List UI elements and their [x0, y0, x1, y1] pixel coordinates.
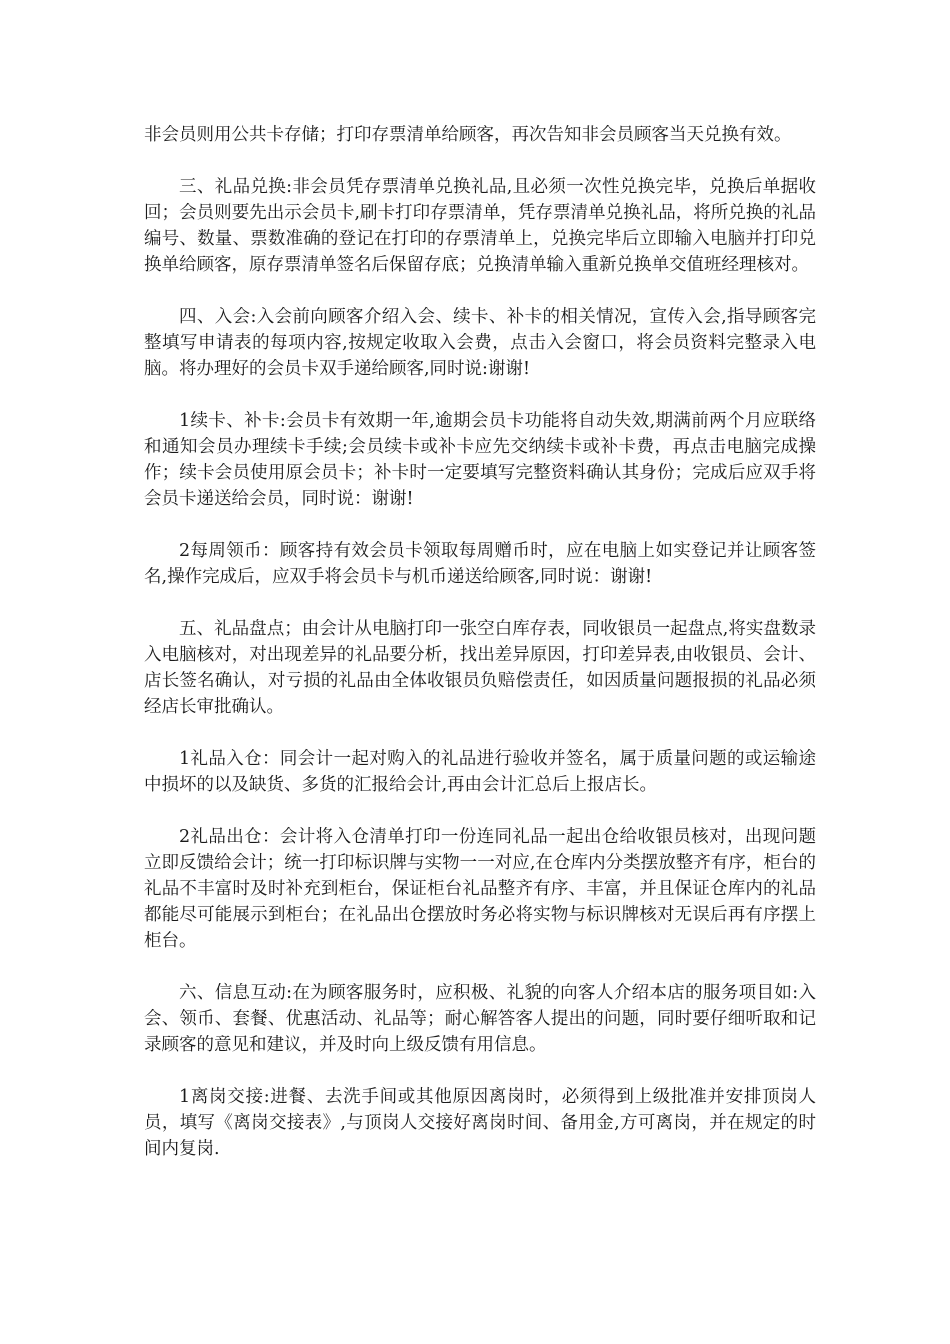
paragraph-card-renewal: 1续卡、补卡:会员卡有效期一年,逾期会员卡功能将自动失效,期满前两个月应联络和通知会员办理续卡手续;会员续卡或补卡应先交纳续卡或补卡费，再点击电脑完成操作；续卡会员使用原会员卡；补卡时一定要填写完整资料确认其身份；完成后应双手将会员卡递送给会员，同时说：谢谢!: [144, 411, 816, 509]
paragraph-membership: 四、入会:入会前向顾客介绍入会、续卡、补卡的相关情况，宣传入会,指导顾客完整填写申请表的每项内容,按规定收取入会费，点击入会窗口，将会员资料完整录入电脑。将办理好的会员卡双手递给顾客,同时说:谢谢!: [144, 307, 816, 379]
paragraph-gift-stock-out: 2礼品出仓：会计将入仓清单打印一份连同礼品一起出仓给收银员核对，出现问题立即反馈给会计；统一打印标识牌与实物一一对应,在仓库内分类摆放整齐有序，柜台的礼品不丰富时及时补充到柜台，保证柜台礼品整齐有序、丰富，并且保证仓库内的礼品都能尽可能展示到柜台；在礼品出仓摆放时务必将实物与标识牌核对无误后再有序摆上柜台。: [144, 827, 816, 951]
paragraph-info-interaction: 六、信息互动:在为顾客服务时，应积极、礼貌的向客人介绍本店的服务项目如:入会、领币、套餐、优惠活动、礼品等；耐心解答客人提出的问题，同时要仔细听取和记录顾客的意见和建议，并及时向上级反馈有用信息。: [144, 983, 816, 1055]
document-body: [144, 122, 816, 1188]
paragraph-gift-stock-in: 1礼品入仓：同会计一起对购入的礼品进行验收并签名，属于质量问题的或运输途中损坏的以及缺货、多货的汇报给会计,再由会计汇总后上报店长。: [144, 749, 816, 795]
paragraph-continuation: 非会员则用公共卡存储；打印存票清单给顾客，再次告知非会员顾客当天兑换有效。: [144, 125, 792, 145]
paragraph-post-handover: 1离岗交接:进餐、去洗手间或其他原因离岗时，必须得到上级批准并安排顶岗人员，填写《离岗交接表》,与顶岗人交接好离岗时间、备用金,方可离岗，并在规定的时间内复岗.: [144, 1087, 816, 1159]
paragraph-weekly-coins: 2每周领币：顾客持有效会员卡领取每周赠币时，应在电脑上如实登记并让顾客签名,操作完成后，应双手将会员卡与机币递送给顾客,同时说：谢谢!: [144, 541, 816, 587]
paragraph-gift-inventory: 五、礼品盘点；由会计从电脑打印一张空白库存表，同收银员一起盘点,将实盘数录入电脑核对，对出现差异的礼品要分析，找出差异原因，打印差异表,由收银员、会计、店长签名确认，对亏损的礼品由全体收银员负赔偿责任，如因质量问题报损的礼品必须经店长审批确认。: [144, 619, 816, 717]
paragraph-gift-exchange: 三、礼品兑换:非会员凭存票清单兑换礼品,且必须一次性兑换完毕，兑换后单据收回；会员则要先出示会员卡,刷卡打印存票清单，凭存票清单兑换礼品，将所兑换的礼品编号、数量、票数准确的登记在打印的存票清单上，兑换完毕后立即输入电脑并打印兑换单给顾客，原存票清单签名后保留存底；兑换清单输入重新兑换单交值班经理核对。: [144, 177, 816, 275]
